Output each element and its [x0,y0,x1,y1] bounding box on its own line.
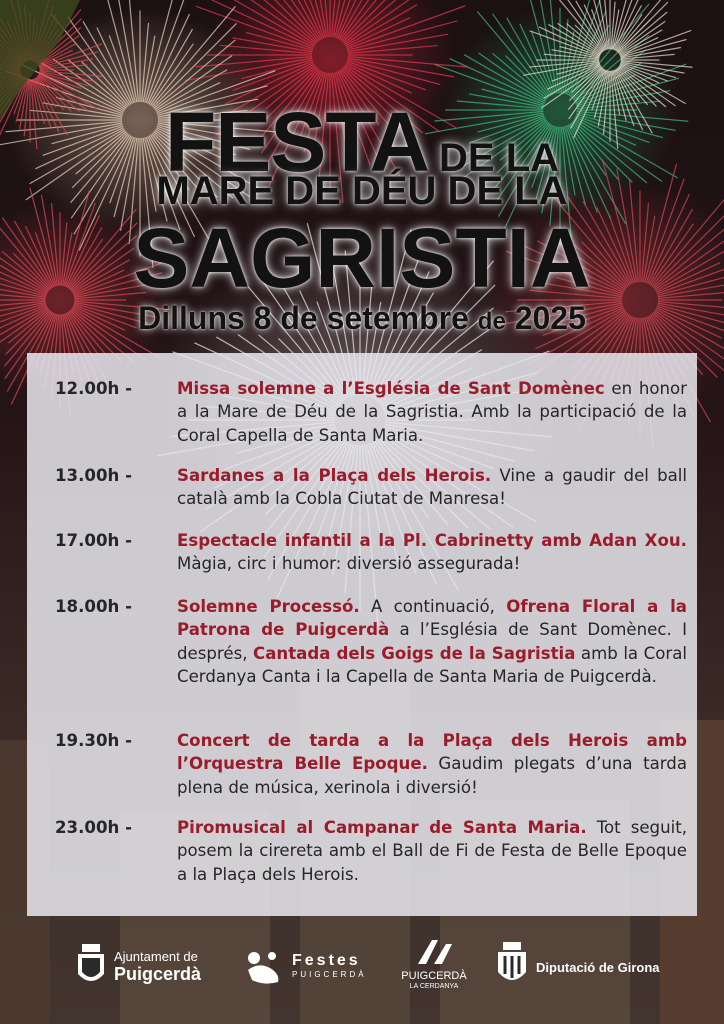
program-event [55,816,687,886]
event-time: 12.00h - [55,379,132,398]
event-time: 19.30h - [55,731,132,750]
firework-spark [196,6,313,49]
program-event [55,595,687,689]
festes-line1: Festes [292,952,361,969]
ajuntament-logo-text [114,950,201,984]
title-line-3: SAGRISTIA [133,211,591,305]
diputacio-shield-icon [496,942,528,988]
event-time: 18.00h - [55,597,132,616]
event-text: en honor a la Mare de Déu de la Sagristia. Amb la participació de la Coral Capella de Santa Maria. [177,379,688,445]
festes-logo-icon [244,948,284,986]
program-panel [27,353,697,916]
program-event [55,529,687,576]
firework-spark [345,0,422,45]
firework-spark [332,0,339,37]
event-time: 23.00h - [55,818,132,837]
date-main: Dilluns 8 de setembre [138,300,469,336]
event-description [177,816,687,886]
program-event [55,464,687,511]
ajuntament-shield-icon [76,944,106,988]
puigcerda-mark-icon [412,936,456,966]
event-highlight: Missa solemne a l’Església de Sant Domènec [177,379,605,398]
event-highlight: Sardanes a la Plaça dels Herois. [177,466,492,485]
event-description [177,729,687,799]
event-date [0,300,724,337]
event-description [177,464,687,511]
event-text: Tot seguit, posem la cirereta amb el Ball de Fi de Festa de Belle Epoque a la Plaça dels Herois. [177,818,687,884]
title-festa: FESTA [164,95,430,189]
firework-spark [347,6,465,49]
firework-spark [152,6,236,106]
event-description [177,377,687,447]
event-highlight: Solemne Processó. [177,597,360,616]
event-text: Gaudim plegats d’una tarda plena de música, xerinola i diversió! [177,754,687,797]
program-event [55,729,687,799]
puigcerda-logo-text [394,970,474,991]
event-text: Màgia, circ i humor: diversió assegurada! [177,554,521,574]
diputacio-logo-text: Diputació de Girona [536,960,660,975]
event-highlight: Cantada dels Goigs de la Sagristia [253,643,576,663]
event-text: Vine a gaudir del ball català amb la Cobla Ciutat de Manresa! [177,466,687,509]
event-description [177,529,687,576]
event-text: amb la Coral Cerdanya Canta i la Capella de Santa Maria de Puigcerdà. [177,643,687,687]
puigcerda-line2: LA CERDANYA [409,983,459,990]
event-text: a l’Església de Sant Domènec. I després, [177,620,687,663]
ajuntament-line2: Puigcerdà [114,964,202,984]
title-de-la: DE LA [439,136,560,180]
event-time: 17.00h - [55,531,132,550]
event-highlight: Piromusical al Campanar de Santa Maria. [177,818,587,837]
firework-spark [243,0,315,45]
event-highlight: Ofrena Floral a la Patrona de Puigcerdà [177,597,687,640]
festes-line2: PUIGCERDÀ [292,970,367,979]
event-text: A continuació, [359,597,507,616]
event-highlight: Concert de tarda a la Plaça dels Herois amb l’Orquestra Belle Epoque. [177,731,687,774]
festes-logo-text [292,952,367,980]
program-event [55,377,687,447]
title-line-2: MARE DE DÉU DE LA [156,169,568,213]
date-connector: de [477,308,506,335]
firework-spark [346,5,417,46]
puigcerda-line1: PUIGCERDÀ [401,970,467,982]
date-year: 2025 [514,300,586,336]
event-time: 13.00h - [55,466,132,485]
event-highlight: Espectacle infantil a la Pl. Cabrinetty amb Adan Xou. [177,531,687,550]
ajuntament-line1: Ajuntament de [114,949,198,964]
event-description [177,595,687,689]
sponsor-footer [0,930,724,1024]
